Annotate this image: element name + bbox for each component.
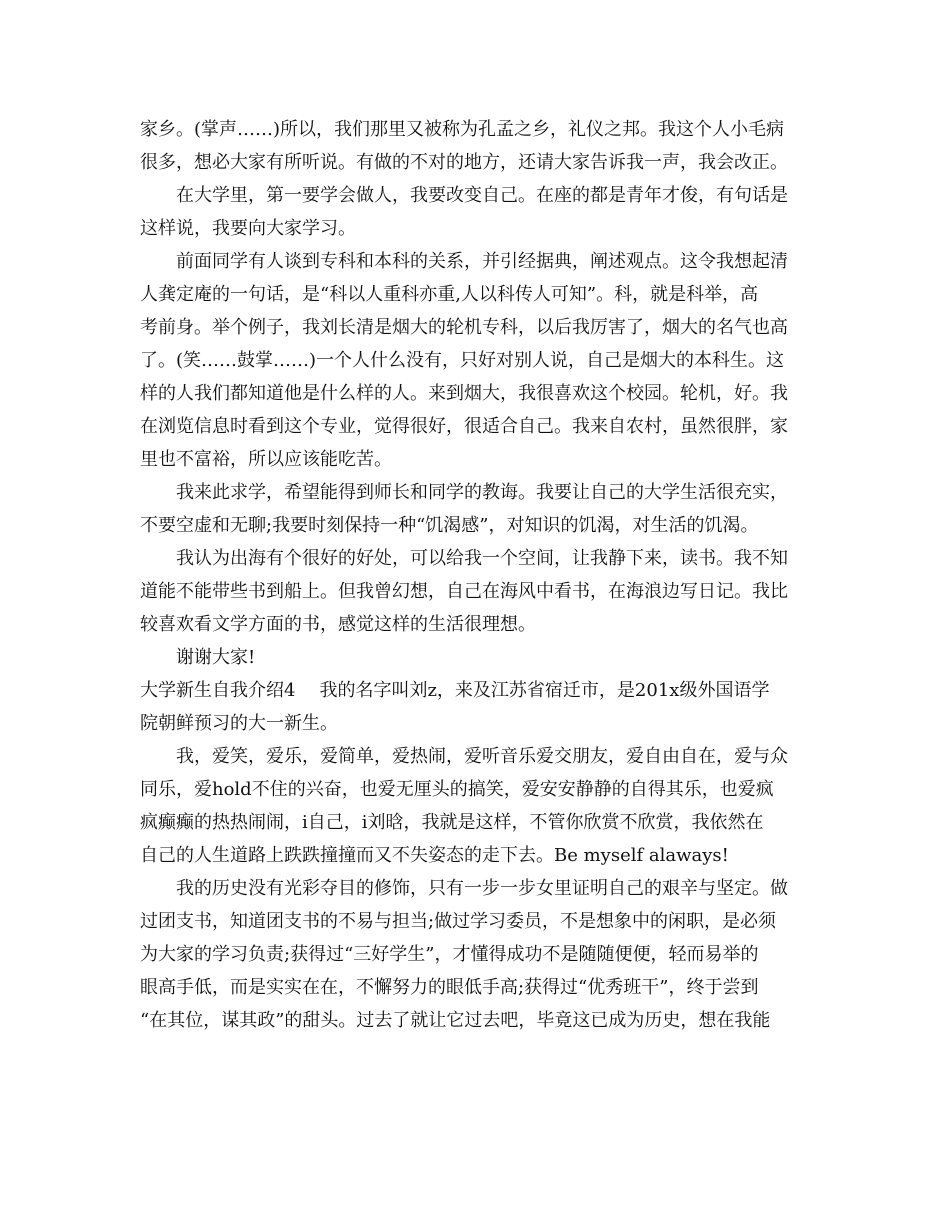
text-line: 自己的人生道路上跌跌撞撞而又不失姿态的走下去。Be myself alaways! — [140, 845, 729, 866]
text-line: 同乐，爱hold不住的兴奋，也爱无厘头的搞笑，爱安安静静的自得其乐，也爱疯 — [140, 779, 774, 800]
section-heading-line — [140, 674, 810, 707]
closing-line: 谢谢大家! — [176, 647, 256, 668]
text-line: 人龚定庵的一句话，是“科以人重科亦重,人以科传人可知”。科，就是科举，高 — [140, 284, 759, 305]
text-line: 这样说，我要向大家学习。 — [140, 218, 356, 239]
text-line: 样的人我们都知道他是什么样的人。来到烟大，我很喜欢这个校园。轮机，好。我 — [140, 383, 788, 404]
text-line: 较喜欢看文学方面的书，感觉这样的生活很理想。 — [140, 614, 536, 635]
text-line: 为大家的学习负责;获得过“三好学生”，才懂得成功不是随随便便，轻而易举的 — [140, 944, 759, 965]
paragraph-start: 我的历史没有光彩夺目的修饰，只有一步一步女里证明自己的艰辛与坚定。做 — [176, 878, 788, 899]
text-line: 我的名字叫刘z，来及江苏省宿迁市，是201x级外国语学 — [319, 680, 770, 701]
text-line: 家乡。(掌声……)所以，我们那里又被称为孔孟之乡，礼仪之邦。我这个人小毛病 — [140, 119, 785, 140]
paragraph-start: 我来此求学，希望能得到师长和同学的教诲。我要让自己的大学生活很充实， — [176, 482, 788, 503]
text-line: 在浏览信息时看到这个专业，觉得很好，很适合自己。我来自农村，虽然很胖，家 — [140, 416, 788, 437]
text-line: 不要空虚和无聊;我要时刻保持一种“饥渴感”，对知识的饥渴，对生活的饥渴。 — [140, 515, 759, 536]
text-line: 院朝鲜预习的大一新生。 — [140, 713, 338, 734]
text-line: “在其位，谋其政”的甜头。过去了就让它过去吧，毕竟这已成为历史，想在我能 — [140, 1010, 771, 1031]
text-line: 过团支书，知道团支书的不易与担当;做过学习委员，不是想象中的闲职，是必须 — [140, 911, 777, 932]
text-line: 道能不能带些书到船上。但我曾幻想，自己在海风中看书，在海浪边写日记。我比 — [140, 581, 788, 602]
text-line: 了。(笑……鼓掌……)一个人什么没有，只好对别人说，自己是烟大的本科生。这 — [140, 350, 785, 371]
section-heading: 大学新生自我介绍4 — [140, 680, 296, 701]
text-line: 很多，想必大家有所听说。有做的不对的地方，还请大家告诉我一声，我会改正。 — [140, 152, 788, 173]
paragraph-start: 我认为出海有个很好的好处，可以给我一个空间，让我静下来，读书。我不知 — [176, 548, 788, 569]
paragraph-start: 在大学里，第一要学会做人，我要改变自己。在座的都是青年才俊，有句话是 — [176, 185, 788, 206]
text-line: 疯癫癫的热热闹闹，i自己，i刘晗，我就是这样，不管你欣赏不欣赏，我依然在 — [140, 812, 764, 833]
text-line: 眼高手低，而是实实在在，不懈努力的眼低手高;获得过“优秀班干”，终于尝到 — [140, 977, 759, 998]
text-line: 里也不富裕，所以应该能吃苦。 — [140, 449, 392, 470]
paragraph-start: 我，爱笑，爱乐，爱简单，爱热闹，爱听音乐爱交朋友，爱自由自在，爱与众 — [176, 746, 788, 767]
text-line: 考前身。举个例子，我刘长清是烟大的轮机专科，以后我厉害了，烟大的名气也高 — [140, 317, 788, 338]
paragraph-start: 前面同学有人谈到专科和本科的关系，并引经据典，阐述观点。这令我想起清 — [176, 251, 788, 272]
